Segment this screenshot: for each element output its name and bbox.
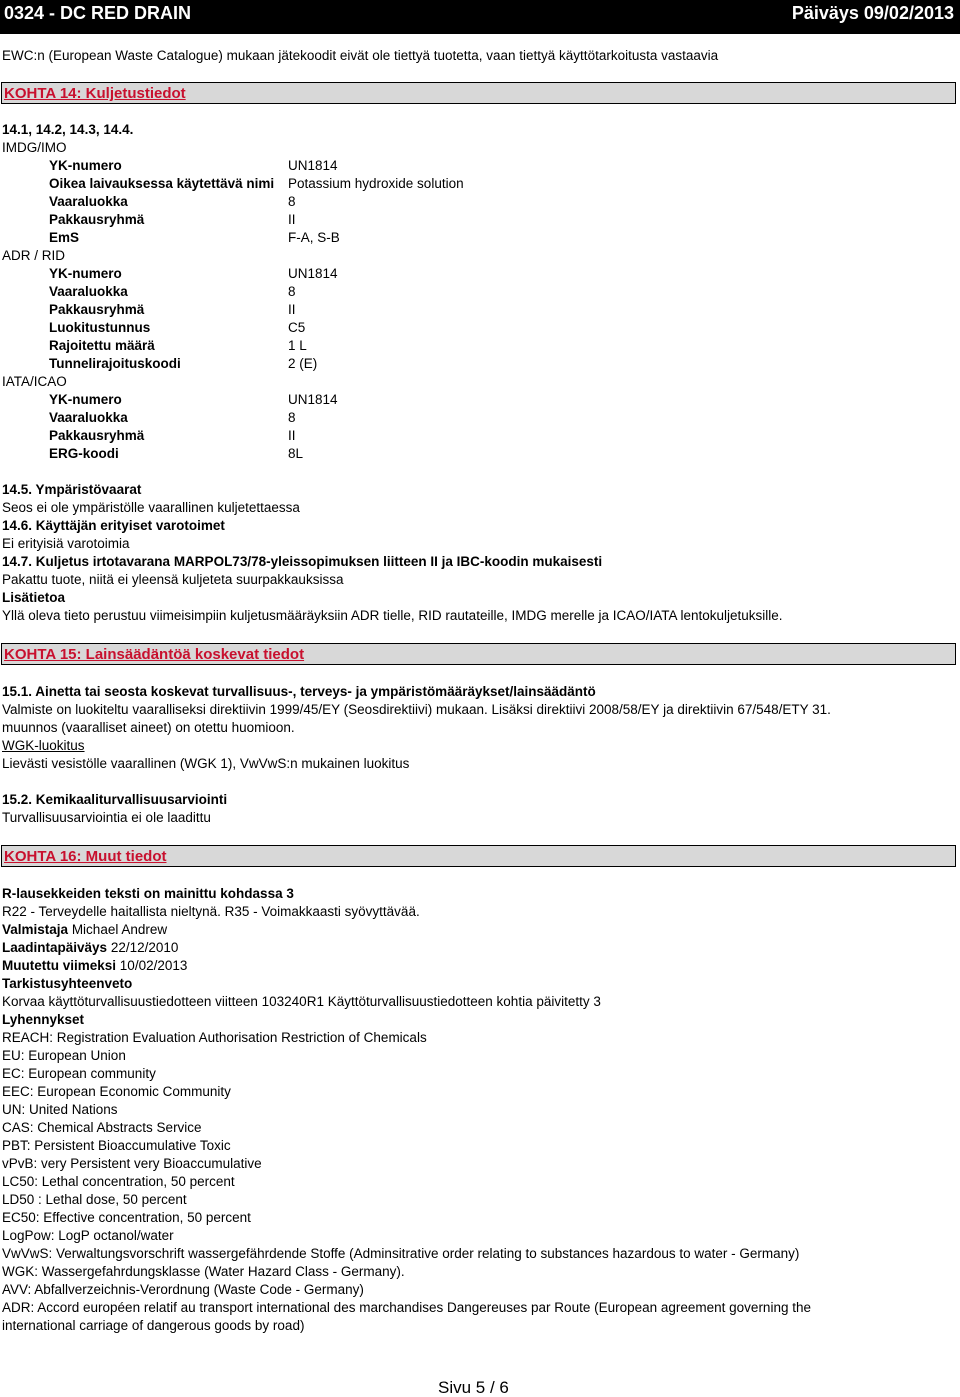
issue-date-value: 22/12/2010 bbox=[110, 940, 179, 955]
imdg-label: EmS bbox=[49, 230, 80, 245]
prepared-by-label: Valmistaja bbox=[2, 922, 69, 937]
r-phrases-text: R22 - Terveydelle haitallista nieltynä. R35 - Voimakkaasti syövyttävää. bbox=[2, 904, 420, 919]
text-14-5: Seos ei ole ympäristölle vaarallinen kuljetettaessa bbox=[2, 500, 300, 515]
imdg-value: Potassium hydroxide solution bbox=[288, 176, 464, 191]
imdg-heading: IMDG/IMO bbox=[2, 140, 67, 155]
document-date: Päiväys 09/02/2013 bbox=[791, 3, 954, 23]
imdg-value: F-A, S-B bbox=[288, 230, 340, 245]
wgk-text: Lievästi vesistölle vaarallinen (WGK 1), VwVwS:n mukainen luokitus bbox=[2, 756, 410, 771]
modified-date bbox=[2, 958, 187, 974]
abbreviation-item: EC50: Effective concentration, 50 percent bbox=[2, 1210, 251, 1225]
additional-info-heading: Lisätietoa bbox=[2, 590, 66, 605]
review-text: Korvaa käyttöturvallisuustiedotteen viitteen 103240R1 Käyttöturvallisuustiedotteen kohtia päivitetty 3 bbox=[2, 994, 601, 1009]
adr-label: Tunnelirajoituskoodi bbox=[49, 356, 181, 371]
iata-label: Pakkausryhmä bbox=[49, 428, 145, 443]
abbreviation-item: UN: United Nations bbox=[2, 1102, 118, 1117]
heading-15-2: 15.2. Kemikaaliturvallisuusarviointi bbox=[2, 792, 228, 807]
section-14-title: KOHTA 14: Kuljetustiedot bbox=[4, 85, 186, 102]
review-heading: Tarkistusyhteenveto bbox=[2, 976, 133, 991]
abbreviations-heading: Lyhennykset bbox=[2, 1012, 85, 1027]
imdg-label: Vaaraluokka bbox=[49, 194, 128, 209]
abbreviation-item: VwVwS: Verwaltungsvorschrift wassergefährdende Stoffe (Adminsitrative order relating to substances hazardous to water - Germany) bbox=[2, 1246, 800, 1261]
prepared-by-value: Michael Andrew bbox=[71, 922, 168, 937]
prepared-by bbox=[2, 922, 167, 938]
page-number: Sivu 5 / 6 bbox=[438, 1378, 509, 1397]
abbreviation-item: LD50 : Lethal dose, 50 percent bbox=[2, 1192, 187, 1207]
r-phrases-heading: R-lausekkeiden teksti on mainittu kohdassa 3 bbox=[2, 886, 294, 901]
adr-label: Rajoitettu määrä bbox=[49, 338, 155, 353]
imdg-value: 8 bbox=[288, 194, 296, 209]
adr-value: UN1814 bbox=[288, 266, 338, 281]
abbreviation-item: EU: European Union bbox=[2, 1048, 126, 1063]
heading-15-1: 15.1. Ainetta tai seosta koskevat turvallisuus-, terveys- ja ympäristömääräykset/lainsäädäntö bbox=[2, 684, 596, 699]
adr-heading: ADR / RID bbox=[2, 248, 66, 263]
abbreviation-item: LC50: Lethal concentration, 50 percent bbox=[2, 1174, 235, 1189]
adr-label: YK-numero bbox=[49, 266, 122, 281]
text-14-7: Pakattu tuote, niitä ei yleensä kuljeteta suurpakkauksissa bbox=[2, 572, 344, 587]
issue-date bbox=[2, 940, 178, 956]
heading-14-5: 14.5. Ympäristövaarat bbox=[2, 482, 142, 497]
abbreviation-item: REACH: Registration Evaluation Authorisation Restriction of Chemicals bbox=[2, 1030, 427, 1045]
subsection-list: 14.1, 14.2, 14.3, 14.4. bbox=[2, 122, 134, 137]
adr-value: C5 bbox=[288, 320, 306, 335]
issue-date-label: Laadintapäiväys bbox=[2, 940, 108, 955]
adr-label: Vaaraluokka bbox=[49, 284, 128, 299]
iata-label: Vaaraluokka bbox=[49, 410, 128, 425]
section-14-header bbox=[1, 82, 956, 104]
heading-14-7: 14.7. Kuljetus irtotavarana MARPOL73/78-yleissopimuksen liitteen II ja IBC-koodin mukaisesti bbox=[2, 554, 603, 569]
abbreviation-item: CAS: Chemical Abstracts Service bbox=[2, 1120, 202, 1135]
modified-date-value: 10/02/2013 bbox=[119, 958, 188, 973]
abbreviation-item: vPvB: very Persistent very Bioaccumulative bbox=[2, 1156, 262, 1171]
section-16-title: KOHTA 16: Muut tiedot bbox=[4, 848, 167, 865]
iata-value: 8 bbox=[288, 410, 296, 425]
adr-value: II bbox=[288, 302, 296, 317]
iata-heading: IATA/ICAO bbox=[2, 374, 67, 389]
abbreviation-item: EEC: European Economic Community bbox=[2, 1084, 231, 1099]
adr-value: 8 bbox=[288, 284, 296, 299]
document-header bbox=[0, 0, 960, 34]
section-16-header bbox=[1, 845, 956, 867]
product-name: 0324 - DC RED DRAIN bbox=[4, 3, 192, 23]
adr-label: Pakkausryhmä bbox=[49, 302, 145, 317]
imdg-value: II bbox=[288, 212, 296, 227]
adr-value: 1 L bbox=[288, 338, 307, 353]
imdg-label: YK-numero bbox=[49, 158, 122, 173]
imdg-label: Pakkausryhmä bbox=[49, 212, 145, 227]
abbreviation-item: international carriage of dangerous goods by road) bbox=[2, 1318, 305, 1333]
heading-14-6: 14.6. Käyttäjän erityiset varotoimet bbox=[2, 518, 225, 533]
iata-value: 8L bbox=[288, 446, 304, 461]
iata-label: YK-numero bbox=[49, 392, 122, 407]
abbreviation-item: LogPow: LogP octanol/water bbox=[2, 1228, 174, 1243]
additional-info-text: Yllä oleva tieto perustuu viimeisimpiin kuljetusmääräyksiin ADR tielle, RID rautateille, IMDG merelle ja ICAO/IATA lentokuljetuksille. bbox=[2, 608, 783, 623]
imdg-value: UN1814 bbox=[288, 158, 338, 173]
imdg-label: Oikea laivauksessa käytettävä nimi bbox=[49, 176, 275, 191]
section-15-title: KOHTA 15: Lainsäädäntöä koskevat tiedot bbox=[4, 646, 305, 663]
wgk-heading: WGK-luokitus bbox=[2, 738, 85, 753]
iata-value: II bbox=[288, 428, 296, 443]
text-14-6: Ei erityisiä varotoimia bbox=[2, 536, 130, 551]
iata-label: ERG-koodi bbox=[49, 446, 119, 461]
abbreviation-item: EC: European community bbox=[2, 1066, 156, 1081]
abbreviation-item: WGK: Wassergefahrdungsklasse (Water Hazard Class - Germany). bbox=[2, 1264, 405, 1279]
text-15-1-line2: muunnos (vaaralliset aineet) on otettu huomioon. bbox=[2, 720, 295, 735]
adr-label: Luokitustunnus bbox=[49, 320, 151, 335]
modified-date-label: Muutettu viimeksi bbox=[2, 958, 117, 973]
abbreviation-item: AVV: Abfallverzeichnis-Verordnung (Waste Code - Germany) bbox=[2, 1282, 364, 1297]
abbreviation-item: PBT: Persistent Bioaccumulative Toxic bbox=[2, 1138, 231, 1153]
text-15-2: Turvallisuusarviointia ei ole laadittu bbox=[2, 810, 211, 825]
text-15-1-line1: Valmiste on luokiteltu vaaralliseksi direktiivin 1999/45/EY (Seosdirektiivi) mukaan. Lisäksi direktiivi 2008/58/EY ja direktiivin 67/548/ETY 31. bbox=[2, 702, 831, 717]
iata-value: UN1814 bbox=[288, 392, 338, 407]
ewc-note: EWC:n (European Waste Catalogue) mukaan jätekoodit eivät ole tiettyä tuotetta, vaan tiettyä käyttötarkoitusta vastaavia bbox=[2, 48, 719, 63]
abbreviation-item: ADR: Accord européen relatif au transport international des marchandises Dangereuses par Route (European agreement governing the bbox=[2, 1300, 811, 1315]
adr-value: 2 (E) bbox=[288, 356, 318, 371]
section-15-header bbox=[1, 643, 956, 665]
